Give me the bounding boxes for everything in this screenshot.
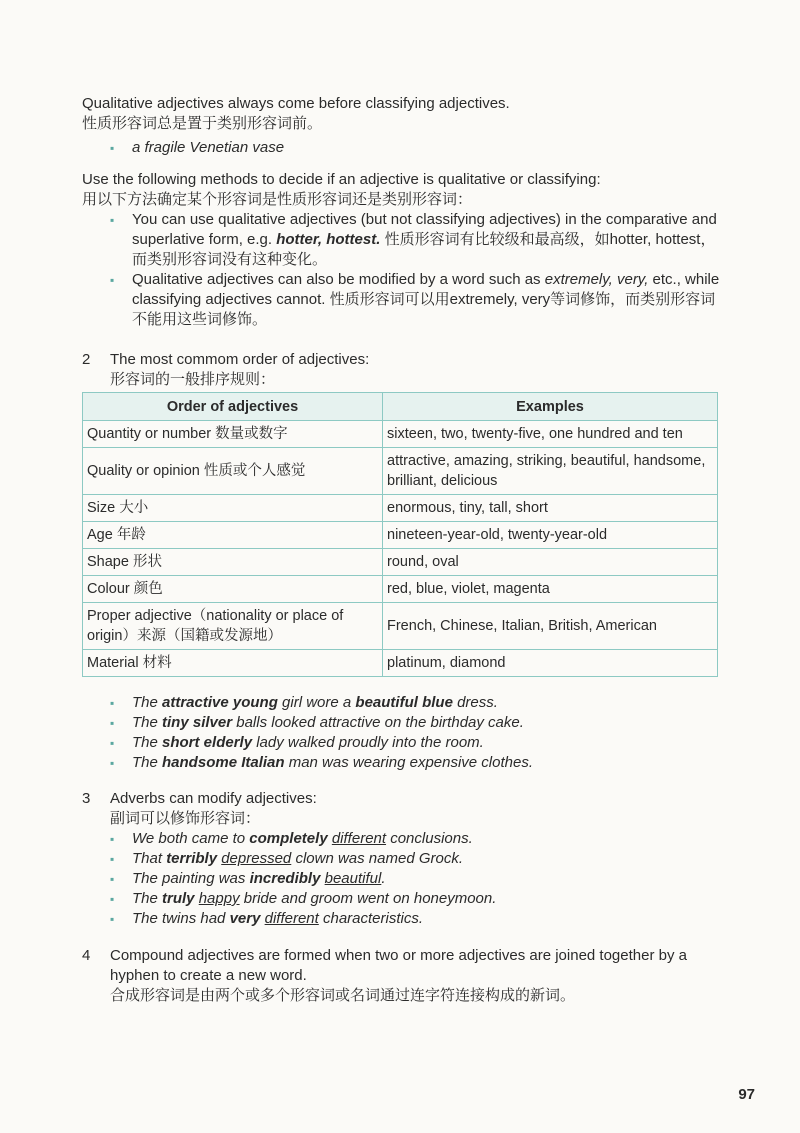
table-cell: platinum, diamond [383, 650, 718, 677]
table-cell: French, Chinese, Italian, British, American [383, 603, 718, 650]
section-3-title-zh: 副词可以修饰形容词： [110, 810, 261, 827]
section-3 [82, 789, 722, 929]
table-row [83, 495, 718, 522]
intro-en: Qualitative adjectives always come before classifying adjectives. [82, 95, 510, 112]
page-number: 97 [738, 1086, 755, 1103]
adverb-example-2: ▪ That terribly depressed clown was named Grock. [82, 849, 722, 869]
order-examples [82, 693, 722, 773]
table-cell: Proper adjective（nationality or place of origin）来源（国籍或发源地） [83, 603, 383, 650]
section-3-number: 3 [82, 790, 91, 807]
table-row [83, 549, 718, 576]
section-3-title-en: Adverbs can modify adjectives: [110, 790, 317, 807]
table-cell: Shape 形状 [83, 549, 383, 576]
table-cell: Size 大小 [83, 495, 383, 522]
methods-bullet-1: ▪ You can use qualitative adjectives (but not classifying adjectives) in the comparative and superlative form, e.g. hotter, hottest. 性质形容词有比较级和最高级，如hotter, hottest，而类别形容词没有这种变化。 [82, 210, 722, 270]
methods-block [82, 170, 722, 330]
table-cell: Age 年龄 [83, 522, 383, 549]
order-example-4: ▪ The handsome Italian man was wearing expensive clothes. [82, 753, 722, 773]
adverb-example-1: ▪ We both came to completely different conclusions. [82, 829, 722, 849]
intro-block [82, 94, 722, 158]
section-2-heading [82, 350, 722, 390]
table-cell: attractive, amazing, striking, beautiful, handsome, brilliant, delicious [383, 448, 718, 495]
section-4-title-zh: 合成形容词是由两个或多个形容词或名词通过连字符连接构成的新词。 [110, 987, 576, 1004]
adjective-order-table [82, 392, 718, 677]
order-example-2: ▪ The tiny silver balls looked attractive on the birthday cake. [82, 713, 722, 733]
table-cell: round, oval [383, 549, 718, 576]
methods-en: Use the following methods to decide if an adjective is qualitative or classifying: [82, 171, 601, 188]
table-cell: red, blue, violet, magenta [383, 576, 718, 603]
table-row [83, 522, 718, 549]
table-cell: Quantity or number 数量或数字 [83, 421, 383, 448]
intro-example: ▪ a fragile Venetian vase [82, 138, 722, 158]
table-cell: enormous, tiny, tall, short [383, 495, 718, 522]
table-row [83, 448, 718, 495]
section-4-title-en: Compound adjectives are formed when two or more adjectives are joined together by a hyphen to create a new word. [110, 947, 687, 984]
table-cell: Material 材料 [83, 650, 383, 677]
order-example-1: ▪ The attractive young girl wore a beautiful blue dress. [82, 693, 722, 713]
section-2-title-zh: 形容词的一般排序规则： [110, 371, 276, 388]
table-row [83, 421, 718, 448]
order-example-3: ▪ The short elderly lady walked proudly into the room. [82, 733, 722, 753]
methods-bullet-2: ▪ Qualitative adjectives can also be modified by a word such as extremely, very, etc., while classifying adjectives cannot. 性质形容词可以用extremely, very等词修饰，而类别形容词不能用这些词修饰。 [82, 270, 722, 330]
table-cell: Colour 颜色 [83, 576, 383, 603]
table-cell: Quality or opinion 性质或个人感觉 [83, 448, 383, 495]
table-cell: nineteen-year-old, twenty-year-old [383, 522, 718, 549]
table-cell: sixteen, two, twenty-five, one hundred and ten [383, 421, 718, 448]
section-4 [82, 946, 722, 1006]
adverb-example-3: ▪ The painting was incredibly beautiful. [82, 869, 722, 889]
table-row [83, 650, 718, 677]
methods-zh: 用以下方法确定某个形容词是性质形容词还是类别形容词： [82, 191, 473, 208]
table-row [83, 603, 718, 650]
table-header-examples: Examples [383, 393, 718, 421]
section-2-title-en: The most commom order of adjectives: [110, 351, 370, 368]
adverb-example-5: ▪ The twins had very different characteristics. [82, 909, 722, 929]
adverb-example-4: ▪ The truly happy bride and groom went on honeymoon. [82, 889, 722, 909]
intro-zh: 性质形容词总是置于类别形容词前。 [82, 115, 323, 132]
table-row [83, 576, 718, 603]
section-4-number: 4 [82, 947, 91, 964]
table-header-order: Order of adjectives [83, 393, 383, 421]
section-2-number: 2 [82, 351, 91, 368]
